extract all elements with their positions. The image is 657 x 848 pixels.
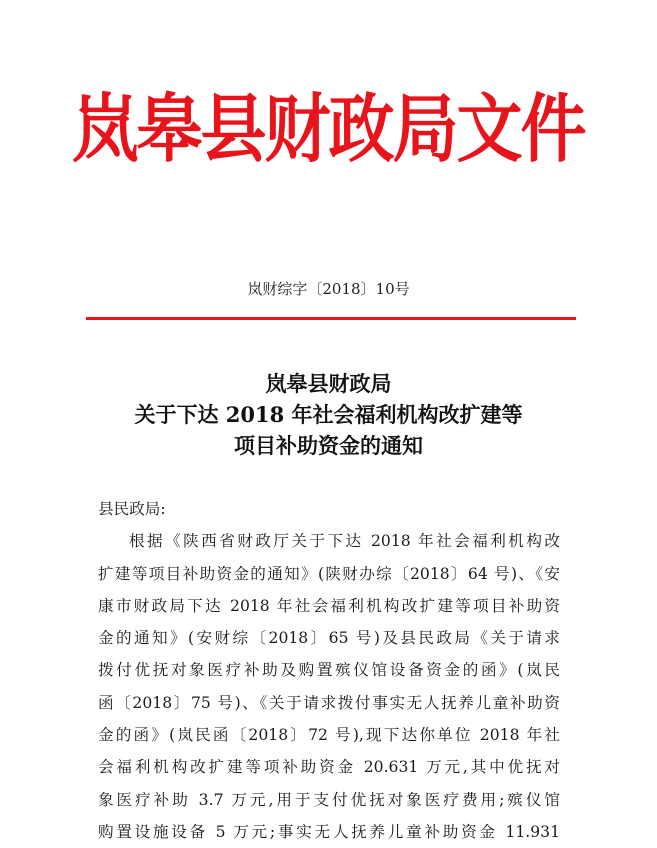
body-line: 扩建等项目补助资金的通知》(陕财办综〔2018〕64 号)、《安	[98, 564, 560, 583]
body-line: 购置设施设备 5 万元;事实无人抚养儿童补助资金 11.931	[98, 822, 560, 841]
red-divider-rule	[86, 317, 576, 320]
body-line: 根据《陕西省财政厅关于下达 2018 年社会福利机构改	[129, 532, 560, 551]
body-line: 会福利机构改扩建等项补助资金 20.631 万元,其中优抚对	[98, 758, 560, 777]
body-line: 函〔2018〕75 号)、《关于请求拨付事实无人抚养儿童补助资	[98, 693, 560, 712]
body-line: 金的通知》(安财综〔2018〕65 号)及县民政局《关于请求	[98, 629, 560, 648]
body-line: 拨付优抚对象医疗补助及购置殡仪馆设备资金的函》(岚民	[98, 661, 560, 680]
document-body	[98, 493, 560, 848]
title-line-issuer: 岚皋县财政局	[265, 371, 392, 396]
document-number: 岚财综字〔2018〕10号	[247, 280, 410, 298]
document-title	[0, 368, 657, 461]
document-masthead: 岚皋县财政局文件	[72, 85, 585, 173]
salutation: 县民政局:	[98, 500, 166, 518]
body-line: 金的函》(岚民函〔2018〕72 号),现下达你单位 2018 年社	[98, 726, 560, 745]
title-line-subject: 关于下达 2018 年社会福利机构改扩建等	[134, 402, 523, 427]
body-line: 康市财政局下达 2018 年社会福利机构改扩建等项目补助资	[98, 596, 560, 615]
title-line-notice: 项目补助资金的通知	[234, 433, 423, 458]
body-line: 象医疗补助 3.7 万元,用于支付优抚对象医疗费用;殡仪馆	[98, 790, 560, 809]
